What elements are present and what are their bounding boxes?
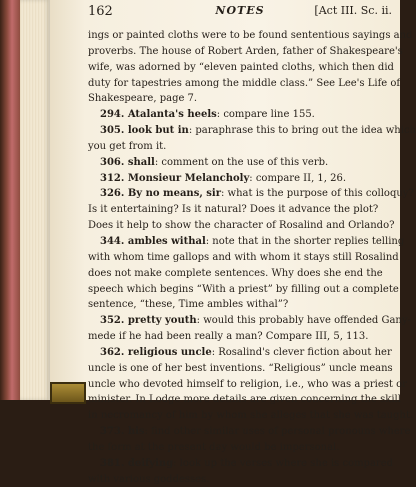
note-entry: 352. pretty youth: would this probably have offended Gany- (100, 315, 411, 327)
text-line: proverbs. The house of Robert Arden, father of Shakespeare's (88, 45, 403, 57)
page-number: 162 (88, 4, 113, 19)
text-line: with various goddesses. (88, 473, 210, 485)
text-line: Is it entertaining? Is it natural? Does it advance the plot? (88, 204, 379, 216)
note-entry: 362. religious uncle: Rosalind's clever fiction about her (100, 346, 392, 358)
note-reference: 352. pretty youth (100, 315, 197, 327)
text-line: uncle who devoted himself to religion, i.e., who was a priest or (88, 378, 407, 390)
note-reference: 312. Monsieur Melancholy (100, 172, 250, 184)
text-line: with whom time gallops and with whom it stays still Rosalind (88, 251, 399, 263)
page-header (88, 4, 392, 20)
running-title: NOTES (215, 4, 265, 17)
text-line: duty for tapestries among the middle class.” See Lee's Life of (88, 77, 401, 89)
note-reference: 305. look but in (100, 125, 189, 137)
note-entry: 381. deifying: look up the verses where she is compared (100, 457, 394, 469)
note-reference: 326. By no means, sir (100, 188, 221, 200)
note-entry: 373. his: find other similar uses of personal pronouns where (100, 426, 411, 438)
text-line: the form at the present day would be impersonal. (88, 441, 340, 453)
book-spine (0, 0, 20, 400)
text-line: speech which begins “With a priest” by filling out a complete (88, 283, 399, 295)
note-reference: 362. religious uncle (100, 346, 212, 358)
text-line: in necromancy of him by whom she alleges that she was taught. (88, 410, 414, 422)
bookmark-tab (50, 382, 86, 404)
text-line: uncle is one of her best inventions. “Religious” uncle means (88, 362, 393, 374)
page-edges (20, 0, 50, 400)
note-entry: 306. shall: comment on the use of this verb. (100, 156, 329, 168)
note-entry: 312. Monsieur Melancholy: compare II, 1, 26. (100, 172, 347, 184)
text-line: sentence, “these, Time ambles withal”? (88, 299, 289, 311)
text-line: mede if he had been really a man? Compare III, 5, 113. (88, 331, 369, 343)
note-reference: 373. his (100, 426, 145, 438)
notes-text (88, 28, 416, 487)
text-line: you get from it. (88, 140, 167, 152)
text-line: Does it help to show the character of Rosalind and Orlando? (88, 220, 395, 232)
note-reference: 294. Atalanta's heels (100, 109, 217, 121)
text-line: Shakespeare, page 7. (88, 93, 198, 105)
text-line: minister. In Lodge more details are given concerning the skill (88, 394, 401, 406)
text-line: ings or painted cloths were to be found sententious sayings and (88, 30, 413, 41)
note-reference: 344. ambles withal (100, 235, 206, 247)
note-reference: 381. deifying (100, 457, 174, 469)
text-line: does not make complete sentences. Why does she end the (88, 267, 383, 279)
note-entry: 326. By no means, sir: what is the purpose of this colloquy? (100, 188, 414, 200)
note-entry: 344. ambles withal: note that in the shorter replies telling (100, 235, 405, 247)
note-entry: 305. look but in: paraphrase this to bring out the idea which (100, 125, 416, 137)
text-line: wife, was adorned by “eleven painted cloths, which then did (88, 61, 394, 73)
note-entry: 294. Atalanta's heels: compare line 155. (100, 109, 315, 121)
act-scene-label: [Act III. Sc. ii. (314, 4, 392, 17)
book-page (50, 0, 416, 485)
note-reference: 306. shall (100, 156, 155, 168)
